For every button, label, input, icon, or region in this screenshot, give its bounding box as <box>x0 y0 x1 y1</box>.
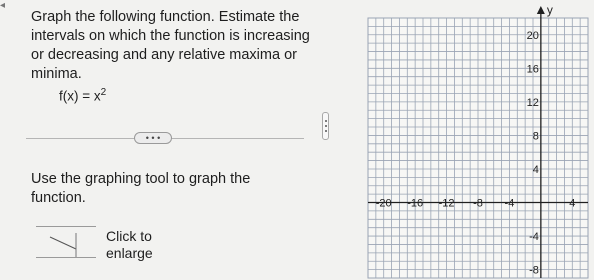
instruction-text: Use the graphing tool to graph the function. <box>31 171 251 206</box>
enlarge-label-line1: Click to <box>106 228 152 244</box>
graph-thumbnail-icon <box>36 226 96 258</box>
panel-resize-handle[interactable] <box>322 112 329 140</box>
function-expression <box>59 87 106 104</box>
enlarge-graph-link[interactable] <box>36 222 166 268</box>
y-tick-label: 20 <box>526 29 539 42</box>
question-text: Graph the following function. Estimate the intervals on which the function is increasing or decreasing and any relative maxima or minima. <box>31 9 310 82</box>
function-base: f(x) = x <box>59 88 101 104</box>
x-tick-label: -16 <box>407 197 424 210</box>
enlarge-label-line2: enlarge <box>106 245 153 261</box>
function-exponent: 2 <box>100 87 107 98</box>
y-tick-label: 4 <box>532 163 539 176</box>
x-tick-label: -12 <box>438 197 455 210</box>
y-tick-label: 16 <box>526 63 539 76</box>
y-axis-label: y <box>546 3 553 17</box>
x-tick-label: -4 <box>504 197 515 210</box>
more-options-button[interactable]: • • • <box>134 132 172 144</box>
y-tick-label: -8 <box>529 264 539 277</box>
graph-grid <box>368 18 588 278</box>
y-tick-label: 8 <box>532 130 539 143</box>
x-tick-label: -8 <box>473 197 483 210</box>
x-tick-label: -20 <box>375 197 392 210</box>
x-tick-label: 4 <box>569 197 576 210</box>
y-axis-arrow-icon <box>537 6 545 14</box>
corner-mark: ◂ <box>0 0 6 11</box>
graphing-area[interactable] <box>340 0 594 280</box>
y-tick-label: -4 <box>529 231 539 244</box>
y-tick-label: 12 <box>526 96 539 109</box>
